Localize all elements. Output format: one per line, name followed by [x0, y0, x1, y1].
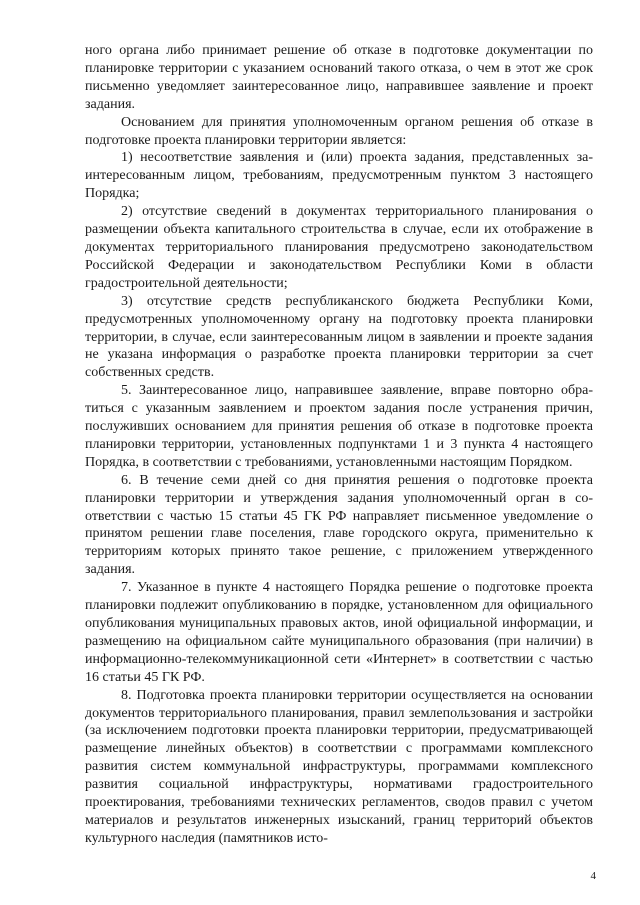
paragraph-refusal-grounds-intro: Основанием для принятия уполномоченным органом решения об отказе в подготовке проекта планировки территории является:: [85, 114, 593, 148]
paragraph-continuation: ного органа либо принимает решение об отказе в подготовке документации по планировке территории с указанием оснований такого отказа, о чем в этот же срок письменно уведомляет заинтересованное лицо, направившее заявление и проект задания.: [85, 43, 593, 112]
paragraph-item-7: 7. Указанное в пункте 4 настоящего Порядка решение о подготовке проекта планировки подлежит опубликованию в порядке, установленном для официального опубликования муниципальных правовых актов, иной официальной информации, и размещению на официальном сайте муниципального образования (при наличии) в информационно-телекоммуникационной сети «Интернет» в соответствии с частью 16 статьи 45 ГК РФ.: [85, 580, 593, 685]
paragraph-ground-3: 3) отсутствие средств республиканского бюджета Республики Коми, предусмотренных уполномоченному органу на подготовку проекта планировки территории, в случае, если заинтересованным лицом в заявлении и проекте задания не указана информация о разработке проекта планировки территории за счет собственных средств.: [85, 293, 593, 381]
paragraph-item-6: 6. В течение семи дней со дня принятия решения о подготовке проекта планировки территории и утверждения задания уполномоченный орган в соответствии с частью 15 статьи 45 ГК РФ направляет письменное уведомление о принятом решении главе поселения, главе городского округа, применительно к территориям которых принято такое решение, с приложением утвержденного задания.: [85, 472, 593, 578]
paragraph-ground-1: 1) несоответствие заявления и (или) проекта задания, представленных заинтересованным лицом, требованиям, предусмотренным пунктом 3 настоящего Порядка;: [85, 150, 593, 202]
paragraph-ground-2: 2) отсутствие сведений в документах территориального планирования о размещении объекта капитального строительства в случае, если их отображение в документах территориального планирования предусмотрено законодательством Российской Федерации и законодательством Республики Коми в области градостроительной деятельности;: [85, 204, 593, 291]
paragraph-item-8: 8. Подготовка проекта планировки территории осуществляется на основании документов территориального планирования, правил землепользования и застройки (за исключением подготовки проекта планировки территории, предусматривающей размещение линейных объектов) в соответствии с программами комплексного развития систем коммунальной инфраструктуры, программами комплексного развития социальной инфраструктуры, нормативами градостроительного проектирования, требованиями технических регламентов, сводов правил с учетом материалов и результатов инженерных изысканий, границ территорий объектов культурного наследия (памятников исто-: [85, 687, 593, 846]
paragraph-item-5: 5. Заинтересованное лицо, направившее заявление, вправе повторно обратиться с указанным заявлением и проектом задания после устранения причин, послуживших основанием для принятия решения об отказе в подготовке проекта планировки территории, установленных подпунктами 1 и 3 пункта 4 настоящего Порядка, в соответствии с требованиями, установленными настоящим Порядком.: [85, 383, 593, 470]
page-number: 4: [590, 870, 596, 882]
document-body: [85, 42, 593, 848]
